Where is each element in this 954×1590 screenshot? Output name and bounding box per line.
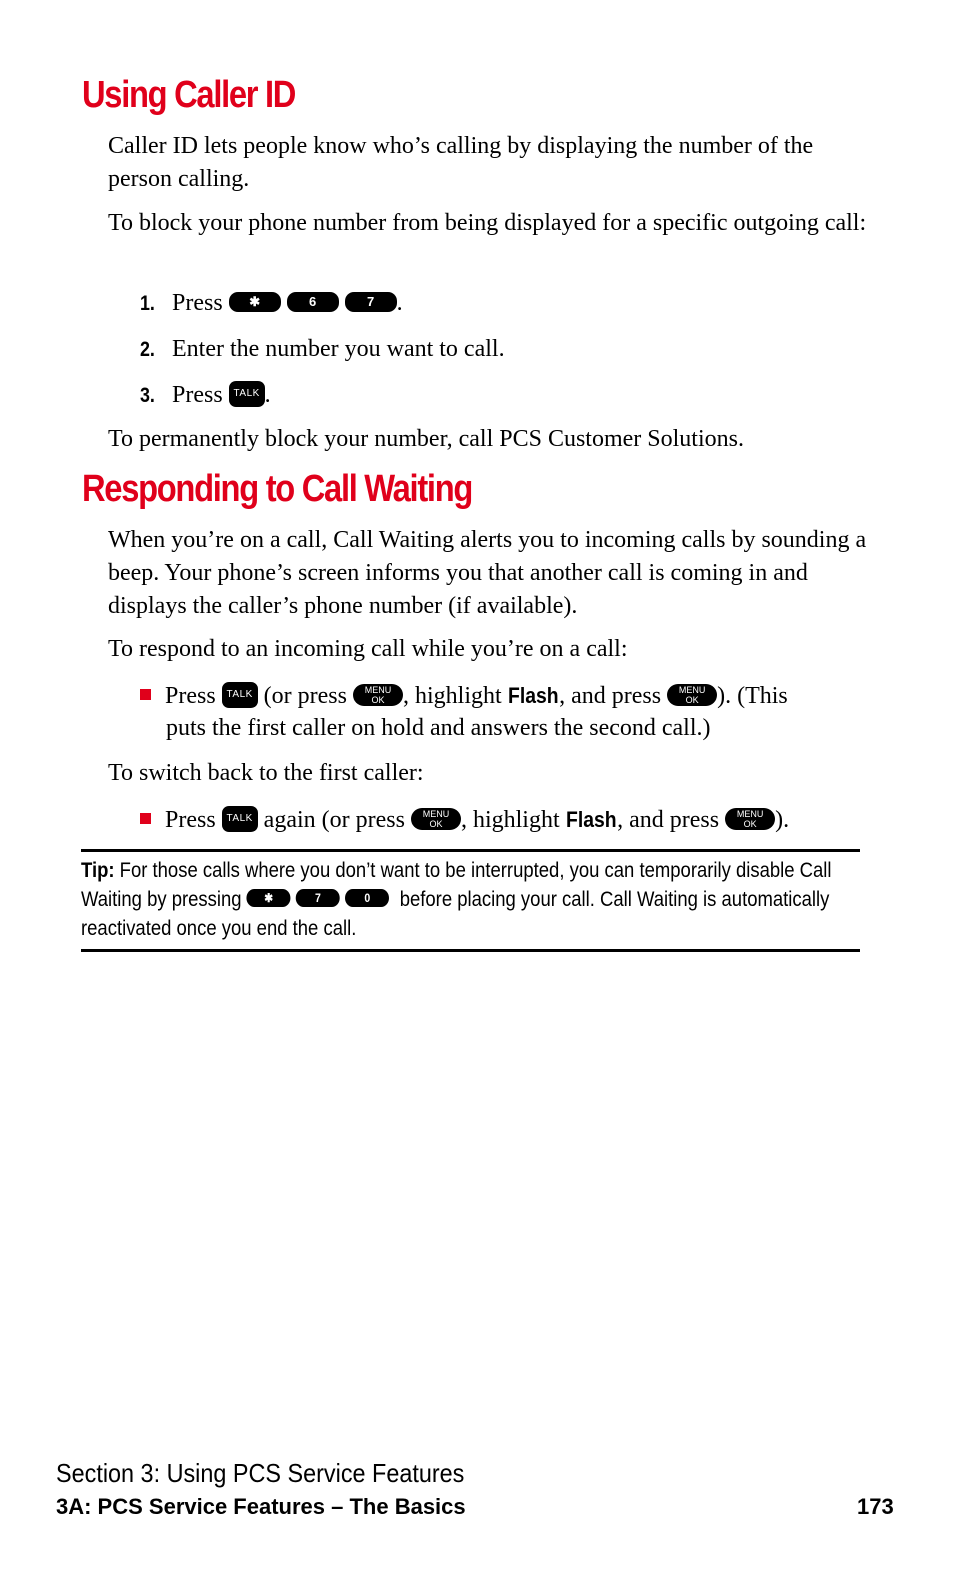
- bullet-text: , highlight: [460, 807, 560, 833]
- tip-text-part2: before placing your call. Call Waiting is automatically reactivated once you end the call.: [81, 888, 830, 940]
- talk-key-icon: TALK: [222, 682, 258, 708]
- seven-key-icon: 7: [345, 292, 397, 312]
- talk-key-icon: TALK: [222, 806, 258, 832]
- zero-key-icon: 0: [345, 889, 389, 907]
- menu-ok-key-icon: MENU OK: [725, 808, 775, 830]
- flash-option: Flash: [507, 683, 559, 708]
- call-waiting-intro: When you’re on a call, Call Waiting alerts you to incoming calls by sounding a beep. Your phone’s screen informs you that another call is coming in and displays the caller’s phone number (if available).: [108, 527, 867, 619]
- star-key-icon: ✱: [229, 292, 281, 312]
- step-2: [140, 334, 505, 365]
- tip-bottom-rule: [81, 949, 860, 952]
- caller-id-closing: To permanently block your number, call PCS Customer Solutions.: [108, 426, 744, 452]
- step-text: Press: [172, 290, 223, 316]
- seven-key-icon: 7: [296, 889, 340, 907]
- step-number: 3.: [140, 384, 155, 407]
- bullet-text: ). (This: [717, 683, 788, 709]
- bullet-text: again (or press: [263, 807, 405, 833]
- bullet-text: ).: [775, 807, 790, 833]
- flash-option: Flash: [565, 807, 617, 832]
- bullet-icon: [140, 689, 151, 700]
- bullet-icon: [140, 813, 151, 824]
- footer-section-title: Section 3: Using PCS Service Features: [56, 1458, 465, 1488]
- step-end: .: [264, 382, 271, 408]
- talk-key-icon: TALK: [229, 381, 265, 407]
- footer-chapter-title: 3A: PCS Service Features – The Basics: [56, 1494, 466, 1519]
- six-key-icon: 6: [287, 292, 339, 312]
- step-1: [140, 288, 403, 319]
- page-number: 173: [857, 1494, 894, 1519]
- tip-label: Tip:: [81, 859, 115, 882]
- bullet-text: Press: [165, 683, 216, 709]
- bullet-respond: [140, 681, 788, 711]
- bullet-text: Press: [165, 807, 216, 833]
- section-heading-call-waiting: Responding to Call Waiting: [82, 468, 473, 510]
- bullet-text: , and press: [559, 683, 662, 709]
- tip-box: [81, 856, 864, 943]
- bullet-switch: [140, 805, 789, 835]
- step-end: .: [396, 290, 403, 316]
- caller-id-lead: To block your phone number from being displayed for a specific outgoing call:: [108, 210, 867, 236]
- bullet-text: , highlight: [402, 683, 502, 709]
- step-text: Press: [172, 382, 223, 408]
- tip-text-part1: For those calls where you don’t want to be interrupted, you can temporarily disable Call Waiting by pressing: [81, 859, 832, 911]
- caller-id-intro: Caller ID lets people know who’s calling by displaying the number of the person calling.: [108, 133, 814, 192]
- bullet-text: (or press: [263, 683, 347, 709]
- menu-ok-key-icon: MENU OK: [667, 684, 717, 706]
- menu-ok-key-icon: MENU OK: [411, 808, 461, 830]
- bullet-text: , and press: [617, 807, 720, 833]
- tip-top-rule: [81, 849, 860, 852]
- switch-lead: To switch back to the first caller:: [108, 760, 424, 786]
- call-waiting-lead: To respond to an incoming call while you’re on a call:: [108, 636, 628, 662]
- bullet-respond-line2: puts the first caller on hold and answers the second call.): [166, 715, 711, 741]
- menu-ok-key-icon: MENU OK: [353, 684, 403, 706]
- step-number: 1.: [140, 292, 155, 315]
- section-heading-caller-id: Using Caller ID: [82, 74, 296, 116]
- step-3: [140, 380, 271, 411]
- star-key-icon: ✱: [247, 889, 291, 907]
- step-number: 2.: [140, 338, 155, 361]
- step-text: Enter the number you want to call.: [172, 336, 505, 362]
